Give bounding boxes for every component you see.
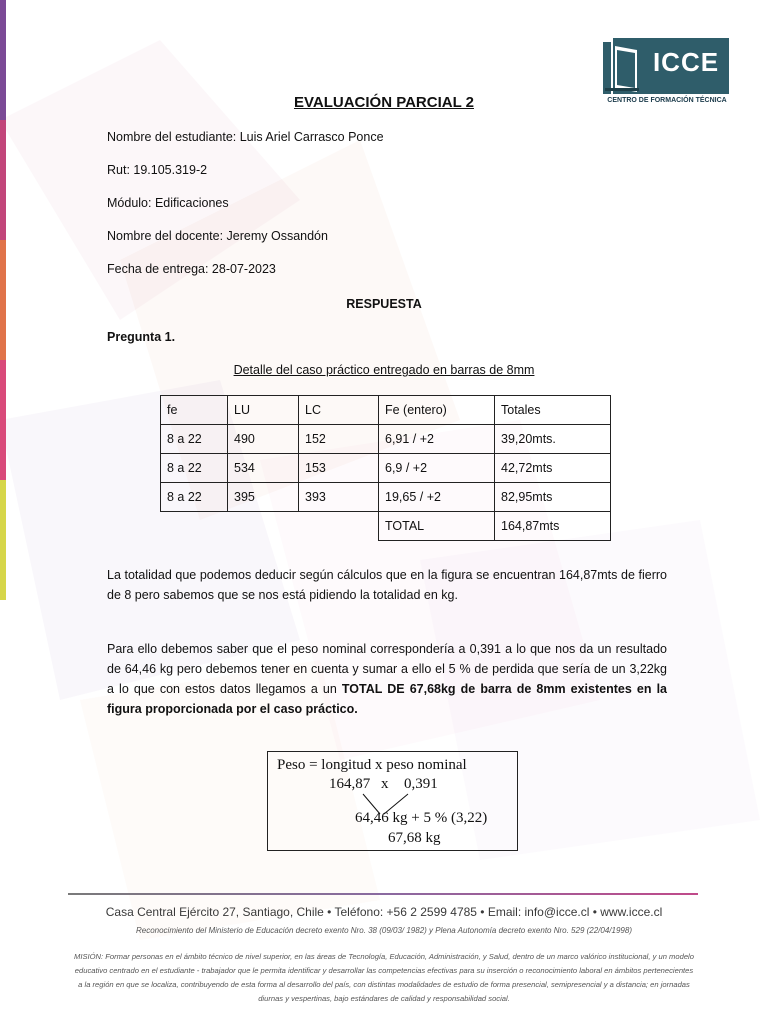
formula-line-3: 64,46 kg + 5 % (3,22) (355, 810, 488, 826)
formula-nominal: 0,391 (404, 776, 438, 792)
page-title: EVALUACIÓN PARCIAL 2 (293, 94, 474, 111)
table-cell: 8 a 22 (161, 483, 228, 512)
table-caption: Detalle del caso práctico entregado en barras de 8mm (233, 363, 535, 377)
table-cell: 82,95mts (495, 483, 611, 512)
table-total-row (161, 512, 611, 541)
table-header-cell: LU (228, 396, 299, 425)
formula-line-1: Peso = longitud x peso nominal (277, 757, 467, 773)
footer-recognition: Reconocimiento del Ministerio de Educación decreto exento Nro. 38 (09/03/ 1982) y Plena Autonomía decreto exento Nro. 529 (22/04/1998) (135, 926, 632, 935)
table-cell: 6,9 / +2 (379, 454, 495, 483)
table-cell: 395 (228, 483, 299, 512)
paragraph-2-text: Para ello debemos saber que el peso nominal correspondería a 0,391 a lo que nos da un resultado de 64,46 kg pero debemos tener en cuenta y sumar a ello el 5 % de perdida que sería de un 3,22kg a lo que con estos datos llegamos a un (107, 642, 667, 696)
table-cell: 490 (228, 425, 299, 454)
paragraph-2 (107, 639, 667, 719)
table-cell: 8 a 22 (161, 425, 228, 454)
paragraph-2-bold: TOTAL DE 67,68kg de barra de 8mm existentes en la figura proporcionada por el caso práctico. (107, 682, 668, 716)
formula-times: x (381, 776, 389, 792)
table-cell: 8 a 22 (161, 454, 228, 483)
table-header-cell: fe (161, 396, 228, 425)
table-cell: 19,65 / +2 (379, 483, 495, 512)
table-cell: 393 (299, 483, 379, 512)
total-value: 164,87mts (495, 512, 611, 541)
footer-divider (68, 893, 698, 895)
table-header-cell: Totales (495, 396, 611, 425)
teacher-name: Nombre del docente: Jeremy Ossandón (107, 229, 328, 243)
answer-heading: RESPUESTA (346, 297, 422, 311)
paragraph-1: La totalidad que podemos deducir según cálculos que en la figura se encuentran 164,87mts de fierro de 8 pero sabemos que se nos está pidiendo la totalidad en kg. (107, 568, 667, 602)
delivery-date: Fecha de entrega: 28-07-2023 (107, 262, 276, 276)
table-header-row (161, 396, 611, 425)
logo-text: ICCE (652, 47, 720, 77)
table-row (161, 454, 611, 483)
table-cell: 42,72mts (495, 454, 611, 483)
student-rut: Rut: 19.105.319-2 (107, 163, 208, 177)
question-label: Pregunta 1. (107, 330, 176, 344)
footer-address: Casa Central Ejército 27, Santiago, Chile • Teléfono: +56 2 2599 4785 • Email: info@icce.cl • www.icce.cl (105, 905, 663, 919)
footer-mission: MISIÓN: Formar personas en el ámbito técnico de nivel superior, en las áreas de Tecnología, Educación, Administración, y Salud, dentro de un marco valórico institucional, y un modelo educativo centrado en el estudiante - trabajador que le permita identificar y desarrollar las competencias efectivas para su inserción o reconocimiento laboral en ámbitos pertenecientes a la región en que se localiza, contribuyendo de esta forma al desarrollo del país, con distintas modalidades de estudio de forma presencial, semipresencial y a distancia; en jornadas diurnas y vespertinas, bajo estándares de calidad y responsabilidad social. (74, 952, 694, 1003)
table-cell: 152 (299, 425, 379, 454)
table-row (161, 425, 611, 454)
logo-subtitle: CENTRO DE FORMACIÓN TÉCNICA (607, 97, 727, 104)
module-name: Módulo: Edificaciones (107, 196, 229, 210)
formula-length: 164,87 (329, 776, 371, 792)
table-cell: 6,91 / +2 (379, 425, 495, 454)
bars-table (160, 395, 611, 541)
table-cell: 39,20mts. (495, 425, 611, 454)
formula-box (267, 751, 518, 851)
formula-result: 67,68 kg (388, 830, 441, 846)
table-cell: 534 (228, 454, 299, 483)
table-header-cell: LC (299, 396, 379, 425)
student-name: Nombre del estudiante: Luis Ariel Carrasco Ponce (107, 130, 384, 144)
total-label: TOTAL (379, 512, 495, 541)
table-header-cell: Fe (entero) (379, 396, 495, 425)
table-cell: 153 (299, 454, 379, 483)
table-row (161, 483, 611, 512)
